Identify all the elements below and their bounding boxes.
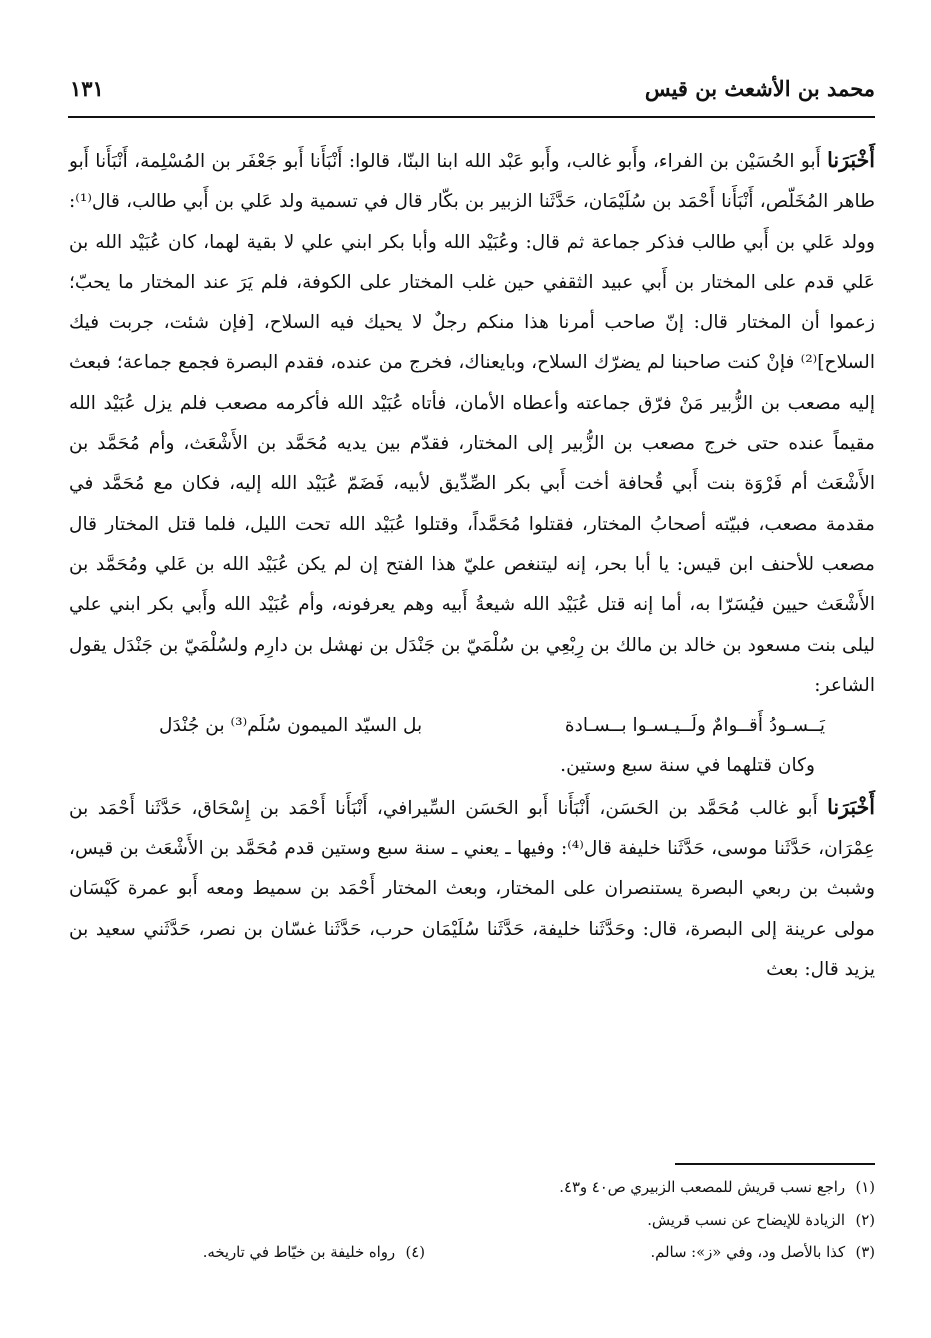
footnote-text: الزيادة للإيضاح عن نسب قريش. [647, 1211, 845, 1229]
footnote-text: راجع نسب قريش للمصعب الزبيري ص٤٠ و٤٣. [559, 1179, 845, 1196]
main-text [69, 140, 875, 990]
paragraph [69, 787, 875, 990]
verse-after-note: وكان قتلهما في سنة سبع وستين. [560, 755, 815, 777]
footnote [203, 1237, 425, 1270]
paragraph-lead: أَخْبَرَنا [827, 794, 875, 819]
verse-second-hemistich: بل السيّد الميمون سُلَم⁽³⁾ بن جُنْدَل [159, 715, 423, 737]
footnote-row [69, 1237, 875, 1270]
footnote-number: (٤) [405, 1244, 425, 1261]
footnote-rule [675, 1163, 875, 1165]
footnote-text: رواه خليفة بن خيّاط في تاريخه. [202, 1244, 395, 1261]
footnote [69, 1205, 875, 1238]
footnote-number: (٢) [855, 1211, 875, 1229]
running-header-title: محمد بن الأشعث بن قيس [644, 76, 875, 101]
footnotes [69, 1172, 875, 1270]
paragraph-text: أَبو الحُسَيْن بن الفراء، وأَبو غالب، وأَبو عَبْد الله ابنا البنّا، قالوا: أَنْبَأَنا أَبو جَعْفَر بن المُسْلِمة، أَنْبَأَنا أَبو طاهر المُخَلّص، أَنْبَأَنا أَحْمَد بن سُلَيْمَان، حَدَّثَنا الزبير بن بكّار قال في تسمية ولد عَلي بن أَبي طالب، قال⁽¹⁾: وولد عَلي بن أَبي طالب فذكر جماعة ثم قال: وعُبَيْد الله وأبا بكر ابني علي لا بقية لهما، كان عُبَيْد الله بن عَلي قدم على المختار بن أَبي عبيد الثقفي حين غلب المختار على الكوفة، فلم يَرَ عند المختار ما يحبّ؛ زعموا أن المختار قال: إنّ صاحب أمرنا هذا منكم رجلٌ لا يحيك فيه السلاح، [فإن شئت، جربت فيك السلاح]⁽²⁾ فإنْ كنت صاحبنا لم يضرّك السلاح، وبايعناك، فخرج من عنده، فقدم البصرة فجمع جماعة؛ فبعث إليه مصعب بن الزُّبير مَنْ فرّق جماعته وأعطاه الأمان، فأتاه عُبَيْد الله فأكرمه مصعب فلم يزل عُبَيْد الله مقيماً عنده حتى خرج مصعب بن الزُّبير إلى المختار، فقدّم بين يديه مُحَمَّد بن الأَشْعَث، وأم مُحَمَّد بن الأَشْعَث أم فَرْوَة بنت أَبي قُحافة أخت أَبي بكر الصِّدِّيق لأبيه، فَضَمّ عُبَيْد الله إليه، فكان مع مُحَمَّد في مقدمة مصعب، فبيّته أصحابُ المختار، فقتلوا مُحَمَّداً، وقتلوا عُبَيْد الله تحت الليل، فلما قتل المختار قال مصعب للأحنف ابن قيس: يا أبا بحر، إنه ليتنغص عليّ هذا الفتح إن لم يكن عُبَيْد الله بن عَلي ومُحَمَّد بن الأَشْعَث حيين فيُسَرّا به، أما إنه قتل عُبَيْد الله شيعةُ أَبيه وهم يعرفونه، وأم عُبَيْد الله وأَبي بكر ابني علي ليلى بنت مسعود بن خالد بن مالك بن رِبْعِي بن سُلْمَيّ بن جَنْدَل بن نهشل بن دارِم ولسُلْمَيّ بن جَنْدَل يقول الشاعر: [69, 151, 875, 696]
footnote-number: (١) [855, 1179, 875, 1196]
header-rule [68, 116, 875, 118]
page-number: ١٣١ [70, 76, 104, 101]
footnote [69, 1172, 875, 1205]
paragraph-lead: أَخْبَرَنا [827, 148, 875, 172]
footnote-text: كذا بالأصل ود، وفي «ز»: سالم. [650, 1244, 845, 1261]
verse-first-hemistich: يَــسـودُ أَقــوامٌ ولَــيـسـوا بــسـادة [564, 715, 825, 737]
poem-verse [69, 706, 875, 746]
footnote-number: (٣) [855, 1244, 875, 1261]
footnote [425, 1237, 875, 1270]
paragraph [69, 140, 875, 706]
paragraph-text: أَبو غالب مُحَمَّد بن الحَسَن، أَنْبَأَنا أَبو الحَسَن السِّيرافي، أَنْبَأَنا أَحْمَد بن إِسْحَاق، حَدَّثَنا أَحْمَد بن عِمْرَان، حَدَّثَنا موسى، حَدَّثَنا خليفة قال⁽⁴⁾: وفيها ـ يعني ـ سنة سبع وستين قدم مُحَمَّد بن الأَشْعَث بن قيس، وشبث بن ربعي البصرة يستنصران على المختار، وبعث المختار أَحْمَد بن سميط ومعه أَبو عمرة كَيْسَان مولى عرينة إلى البصرة، قال: وحَدَّثَنا خليفة، حَدَّثَنا سُلَيْمَان حرب، حَدَّثَنا غسّان بن نصر، حَدَّثَني سعيد بن يزيد قال: بعث [69, 797, 875, 980]
